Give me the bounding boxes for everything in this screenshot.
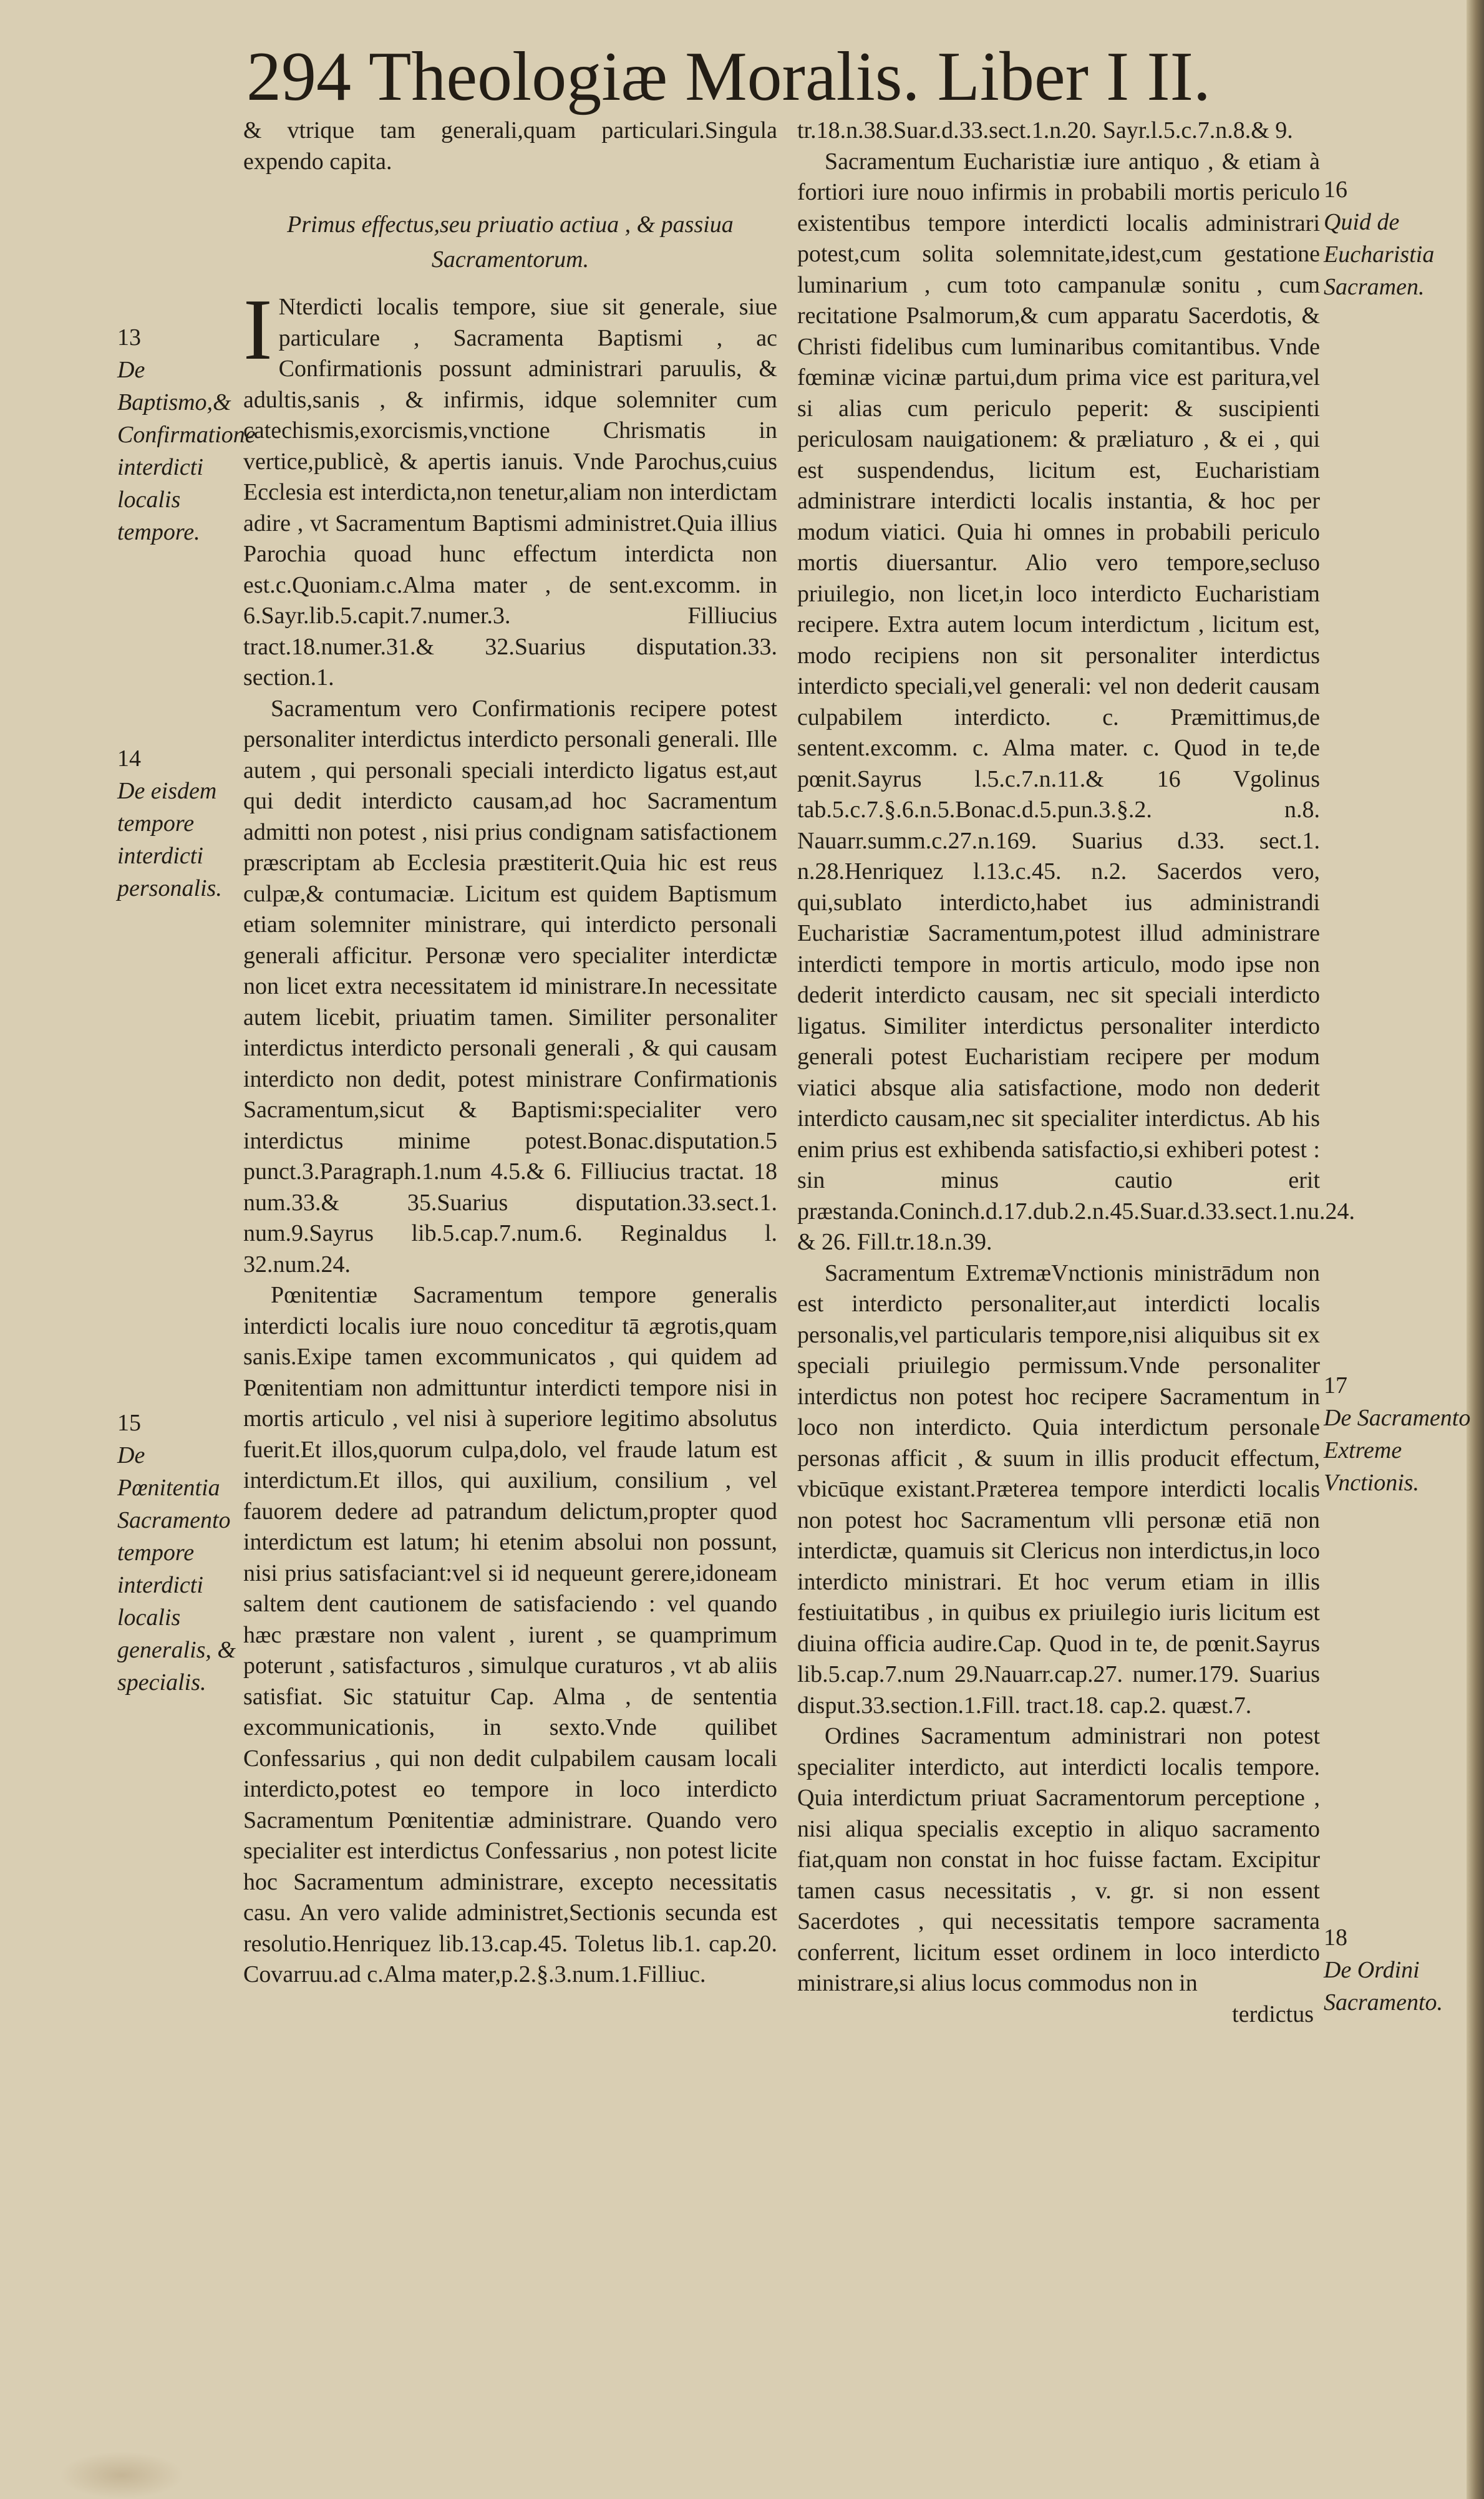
- margin-note-text: De Ordini Sacramento.: [1324, 1957, 1443, 2016]
- margin-note-18: [1324, 1921, 1473, 2019]
- margin-note-number: 16: [1324, 177, 1347, 203]
- left-intro: & vtrique tam generali,quam particulari.Singula expendo capita.: [243, 117, 777, 175]
- catchword: terdictus: [1232, 2001, 1314, 2027]
- right-paragraph-1: Sacramentum Eucharistiæ iure antiquo , & etiam à fortiori iure nouo infirmis in probabili mortis periculo existentibus tempore interdicti localis administrari potest,cum solita solemnitate,idest,cum gestatione luminarium , cum toto campanulæ sonitu , cum recitatione Psalmorum,& cum apparatu Sacerdotis, & Christi fidelibus cum luminaribus comitantibus. Vnde fœminæ vicinæ partui,dum prima vice est paritura,vel si alias cum periculo peperit: & suscipienti periculosam nauigationem: & præliaturo , & ei , qui est suspendendus, licitum est, Eucharistiam administrare interdicti localis instantia, & hoc per modum viatici. Quia hi omnes in probabili periculo mortis diuersantur. Alio vero tempore,secluso priuilegio, non licet,in loco interdicto Eucharistiam recipere. Extra autem locum interdictum , licitum est, modo recipiens non sit personaliter interdictus interdicto speciali,vel generali: vel non dederit causam culpabilem interdicto. c. Præmittimus,de sentent.excomm. c. Alma mater. c. Quod in te,de pœnit.Sayrus l.5.c.7.n.11.& 16 Vgolinus tab.5.c.7.§.6.n.5.Bonac.d.5.pun.3.§.2. n.8. Nauarr.summ.c.27.n.169. Suarius d.33. sect.1. n.28.Henriquez l.13.c.45. n.2. Sacerdos vero, qui,sublato interdicto,habet ius administrandi Eucharistiæ Sacramentum,potest illud administrare interdicti tempore in mortis articulo, modo ipse non dederit interdicto causam, nec sit speciali interdicto ligatus. Similiter interdictus personaliter interdicto generali potest Eucharistiam recipere per modum viatici absque alia satisfactione, modo non dederit interdicto causam,nec sit specialiter interdictus. Ab his enim prius est exhibenda satisfactio,si exhiberi potest : sin minus cautio erit præstanda.Coninch.d.17.dub.2.n.45.Suar.d.33.sect.1.nu.24. & 26. Fill.tr.18.n.39.: [797, 148, 1355, 1255]
- margin-note-number: 14: [117, 745, 141, 772]
- margin-note-number: 15: [117, 1410, 141, 1436]
- margin-note-number: 13: [117, 324, 141, 351]
- margin-note-text: De Baptismo,& Confirmatione interdicti localis tempore.: [117, 357, 256, 545]
- margin-note-17: [1324, 1369, 1473, 1499]
- left-paragraph-2: Sacramentum vero Confirmationis recipere potest personaliter interdictus interdicto personali generali. Ille autem , qui personali speciali interdicto ligatus est,aut qui dedit interdicto causam,ad hoc Sacramentum admitti non potest , nisi prius condignam satisfactionem præscriptam ab Ecclesia præstiterit.Quia hic est reus culpæ,& contumaciæ. Licitum est quidem Baptismum etiam solemniter ministrare, qui interdicto personali generali afficitur. Personæ vero specialiter interdictæ non licet extra necessitatem id ministrare.In necessitate autem licebit, priuatim tamen. Similiter personaliter interdictus interdicto personali generali , & qui causam interdicto non dedit, potest ministrare Confirmationis Sacramentum,sicut & Baptismi:specialiter vero interdictus minime potest.Bonac.disputation.5 punct.3.Paragraph.1.num 4.5.& 6. Filliucius tractat. 18 num.33.& 35.Suarius disputation.33.sect.1. num.9.Sayrus lib.5.cap.7.num.6. Reginaldus l. 32.num.24.: [243, 695, 777, 1278]
- margin-note-text: Quid de Eucharistia Sacramen.: [1324, 209, 1435, 300]
- margin-note-text: De Pœnitentia Sacramento tempore interdicti localis generalis, & specialis.: [117, 1442, 236, 1696]
- right-paragraph-3: Ordines Sacramentum administrari non potest specialiter interdicto, aut interdicti localis tempore. Quia interdictum priuat Sacramentorum perceptione , nisi aliqua specialis exceptio in aliquo sacramento fiat,quam non constat in hoc fuisse factam. Excipitur tamen casus necessitatis , v. gr. si non essent Sacerdotes , qui necessitatis tempore sacramenta conferrent, licitum esset ordinem in loco interdicto ministrare,si alius locus commodus non in: [797, 1723, 1320, 1996]
- margin-note-15: [117, 1407, 242, 1699]
- margin-note-number: 18: [1324, 1924, 1347, 1951]
- margin-note-number: 17: [1324, 1372, 1347, 1399]
- right-column: [797, 115, 1355, 2030]
- page-number: 294: [246, 38, 351, 115]
- right-intro: tr.18.n.38.Suar.d.33.sect.1.n.20. Sayr.l.5.c.7.n.8.& 9.: [797, 117, 1293, 143]
- running-title: Theologiæ Moralis. Liber I II.: [369, 38, 1211, 115]
- drop-cap: I: [243, 281, 273, 378]
- margin-note-16: [1324, 173, 1473, 303]
- running-header: [246, 30, 1432, 124]
- left-paragraph-1-text: Nterdicti localis tempore, siue sit generale, siue particulare , Sacramenta Baptismi , ac Confirmationis possunt administrari paruulis, & adultis,sanis , & infirmis, idque solemniter cum catechismis,exorcismis,vnctione Chrismatis in vertice,publicè, & apertis ianuis. Vnde Parochus,cuius Ecclesia est interdicta,non tenetur,aliam non interdictam adire , vt Sacramentum Baptismi administret.Quia illius Parochia quoad hunc effectum interdicta non est.c.Quoniam.c.Alma mater , de sent.excomm. in 6.Sayr.lib.5.capit.7.numer.3. Filliucius tract.18.numer.31.& 32.Suarius disputation.33. section.1.: [243, 294, 777, 691]
- paper-stain: [59, 2452, 184, 2499]
- margin-note-13: [117, 321, 256, 548]
- margin-note-14: [117, 742, 242, 905]
- right-paragraph-2: Sacramentum ExtremæVnctionis ministrādum non est interdicto personaliter,aut interdicti localis personalis,vel particularis tempore,nisi aliquibus sit ex speciali priuilegio permissum.Vnde personaliter interdictus non potest hoc recipere Sacramentum in loco non interdicto. Quia interdictum personale personas afficit , & suum in illis producit effectum, vbicūque existant.Præterea tempore interdicti localis non potest hoc Sacramentum vlli personæ etiā non interdictæ, quamuis sit Clericus non interdictus,in loco interdicto ministrari. Et hoc verum etiam in illis festiuitatibus , in quibus ex priuilegio iuris licitum est diuina officia audire.Cap. Quod in te, de pœnit.Sayrus lib.5.cap.7.num 29.Nauarr.cap.27. numer.179. Suarius disput.33.section.1.Fill. tract.18. cap.2. quæst.7.: [797, 1259, 1320, 1719]
- margin-note-text: De Sacramento Extreme Vnctionis.: [1324, 1405, 1471, 1496]
- left-paragraph-1: [243, 281, 777, 694]
- margin-note-text: De eisdem tempore interdicti personalis.: [117, 778, 222, 901]
- section-heading: Primus effectus,seu priuatio actiua , & passiua Sacramentorum.: [287, 211, 734, 273]
- left-paragraph-3: Pœnitentiæ Sacramentum tempore generalis interdicti localis iure nouo conceditur tā ægrotis,quam sanis.Exipe tamen excommunicatos , qui quidem ad Pœnitentiam non admittuntur interdicti tempore nisi in mortis articulo , vel nisi à superiore legitimo absolutus fuerit.Et illos,quorum culpa,dolo, vel fraude latum est interdictum.Et illos, qui auxilium, consilium , vel fauorem dedere ad patrandum delictum,propter quod interdictum est latum; hi etenim absolui non possunt, nisi prius satisfaciant:vel si id nequeunt gerere,idoneam saltem dent cautionem de satisfaciendo : vel quando hæc præstare non valent , iurent , se quamprimum poterunt , satisfacturos , simulque curaturos , vt ab aliis satisfiat. Sic statuitur Cap. Alma , de sententia excommunicationis, in sexto.Vnde quilibet Confessarius , qui non dedit culpabilem causam locali interdicto,potest eo tempore in loco interdicto Sacramentum Pœnitentiæ administrare. Quando vero specialiter est interdictus Confessarius , non potest licite hoc Sacramentum administrare, excepto necessitatis casu. An vero valide administret,Sectionis secunda est resolutio.Henriquez lib.13.cap.45. Toletus lib.1. cap.20. Covarruu.ad c.Alma mater,p.2.§.3.num.1.Filliuc.: [243, 1282, 777, 1987]
- page-edge-shadow: [1467, 0, 1484, 2499]
- left-column: [243, 115, 777, 1991]
